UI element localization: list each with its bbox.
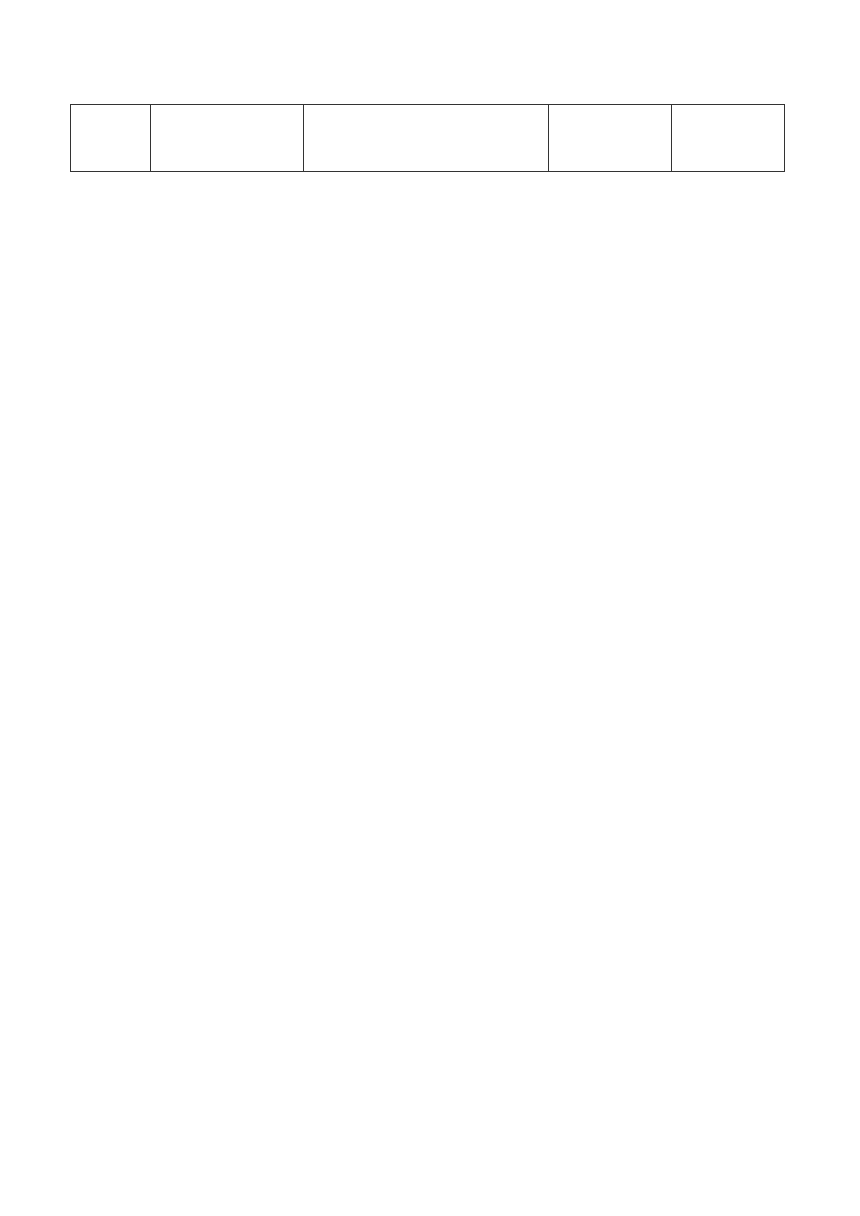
header-type-cell (304, 105, 549, 172)
certificate-table (70, 104, 785, 172)
section-header (71, 105, 785, 172)
header-name-cell (151, 105, 304, 172)
header-voltage-cell (549, 105, 672, 172)
page-header (0, 28, 860, 46)
column-header-row (71, 105, 785, 172)
header-no-cell (71, 105, 151, 172)
header-current-cell (672, 105, 785, 172)
page-footer (0, 1158, 860, 1176)
